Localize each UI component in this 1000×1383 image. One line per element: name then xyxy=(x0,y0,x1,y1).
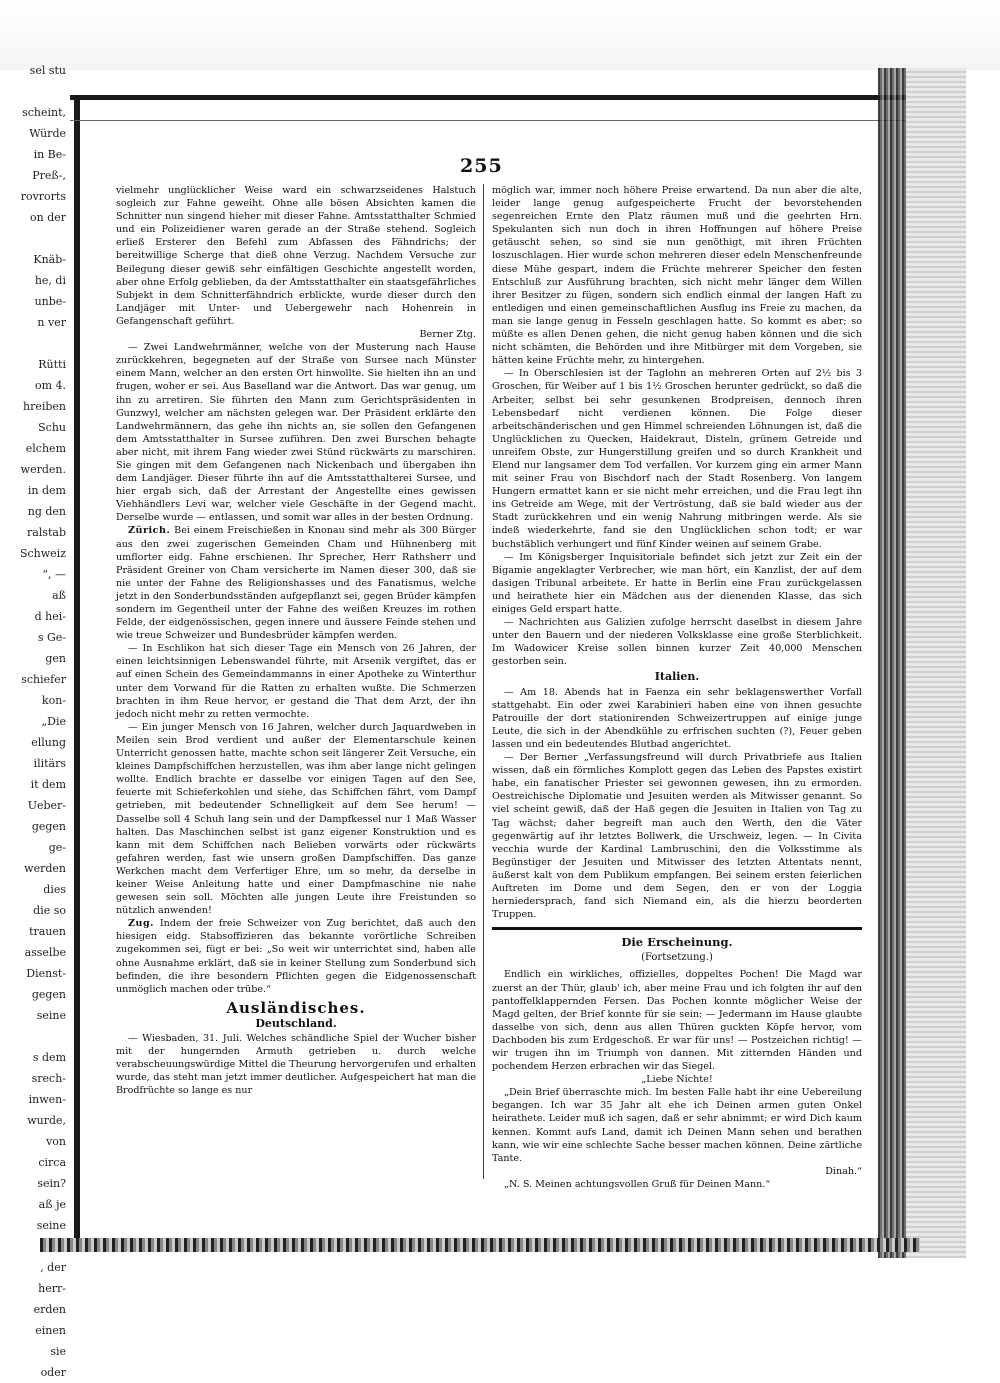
fragment-line: , der xyxy=(40,1261,66,1274)
fragment-line: rovrorts xyxy=(20,190,66,203)
page-bottom-edge xyxy=(40,1238,920,1252)
article-paragraph: — In Eschlikon hat sich dieser Tage ein Mensch von 26 Jahren, der einen leichtsinnigen Lebenswandel führte, mit Arsenik vergiftet, das er auf einen Schein des Gemeindammanns in einer Apotheke zu Winterthur unter dem Vorwand für die Ratten zu erhalten wußte. Die Schmerzen brachten in ihm Reue hervor, er gestand die That dem Arzt, der ihn jedoch nicht mehr zu retten vermochte. xyxy=(116,643,476,720)
letter-postscript: „N. S. Meinen achtungsvollen Gruß für Deinen Mann.“ xyxy=(504,1178,771,1190)
fragment-line: gegen xyxy=(31,820,66,833)
fragment-line xyxy=(0,333,72,354)
article-paragraph: — Ein junger Mensch von 16 Jahren, welcher durch Jaquardweben in Meilen sein Brod verdient und außer der Elementarschule keinen Unterricht genossen hatte, machte schon seit längerer Zeit Versuche, ein kleines Dampfschiffchen herzustellen, was ihm aber lange nicht gelingen wollte. Endlich brachte er dasselbe vor einigen Tagen auf den See, feuerte mit Schieferkohlen und siehe, das Schiffchen fährt, vom Dampf getrieben, mit bedeutender Schnelligkeit auf dem See herum! — Dasselbe soll 4 Schuh lang sein und der Dampfkessel nur 1 Maß Wasser halten. Das Maschinchen selbst ist ganz eigener Konstruktion und es kann mit dem Schiffchen nach Belieben vorwärts oder rückwärts gefahren werden, fast wie unsern großen Dampfschiffen. Das ganze Werkchen macht dem Verfertiger Ehre, um so mehr, da derselbe in keiner Weise Anleitung hatte und einer Dampfmaschine nie nahe gewesen sein soll. Möchten alle jungen Leute ihre Freistunden so nützlich anwenden! xyxy=(116,721,476,917)
fragment-line: trauen xyxy=(29,925,66,938)
fragment-line: dies xyxy=(43,883,66,896)
fragment-line: om 4. xyxy=(34,379,66,392)
fragment-line: werden. xyxy=(20,463,66,476)
fragment-line: in dem xyxy=(27,484,66,497)
article-source: Berner Ztg. xyxy=(419,329,476,341)
fragment-line: d hei- xyxy=(34,610,66,623)
right-column xyxy=(492,184,862,1191)
fragment-line: schiefer xyxy=(21,673,66,686)
country-heading: Deutschland. xyxy=(255,1016,337,1030)
scan-margin xyxy=(906,68,966,1258)
page-right-edge xyxy=(878,68,906,1258)
letter-salutation: „Liebe Nichte! xyxy=(641,1074,713,1086)
page-gutter-rule xyxy=(74,100,80,1240)
article-text: Bei einem Freischießen in Knonau sind mehr als 300 Bürger aus den zwei zugerischen Gemeinden Cham und Hühnenberg mit umflorter eidg. Fahne erschienen. Ihr Sprecher, Herr Rathsherr und Präsident Greiner von Cham versicherte im Namen dieser 300, daß sie nie unter der Fahne des Religionshasses und des Fanatismus, welche jetzt in den Sonderbundsständen aufgepflanzt sei, gegen Brüder kämpfen sondern im Gegentheil unter der Fahne des weißen Kreuzes im rothen Felde, der eidgenössischen, gegen innere und äussere Feinde stehen und wie treue Schweizer und Bundesbrüder kämpfen werden. xyxy=(116,525,476,642)
scan-background xyxy=(0,0,1000,70)
fragment-line: erden xyxy=(33,1303,66,1316)
fragment-line: s dem xyxy=(32,1051,66,1064)
letter-body: „Dein Brief überraschte mich. Im besten Falle habt ihr eine Uebereilung begangen. Ich war 35 Jahr alt ehe ich Deinen armen guten Onkel heirathete. Leider muß ich sagen, daß er sehr abnimmt; er wird Dich kaum kennen. Kommt aufs Land, damit ich Deinen Mann sehen und berathen kann, wie wir eine schlechte Sache besser machen können. Deine zärtliche Tante. xyxy=(492,1087,862,1164)
page-top-edge xyxy=(70,95,910,121)
fragment-line: von xyxy=(46,1135,66,1148)
column-divider xyxy=(483,184,484,1179)
fragment-line: wurde, xyxy=(27,1114,66,1127)
place-heading: Zürich. xyxy=(128,525,171,537)
letter-signature: Dinah.“ xyxy=(825,1165,862,1177)
fragment-line: he, di xyxy=(34,274,66,287)
fragment-line: ralstab xyxy=(27,526,66,539)
fragment-line: sein? xyxy=(37,1177,66,1190)
fragment-line: oder xyxy=(40,1366,66,1379)
article-paragraph: — Wiesbaden, 31. Juli. Welches schändliche Spiel der Wucher bisher mit der hungernden Armuth getrieben u. durch welche verabscheuungswürdige Mittel die Theurung hervorgerufen und erhalten wurde, das steht man jetzt immer deutlicher. Aufgespeichert hat man die Brodfrüchte so lange es nur xyxy=(116,1033,476,1097)
fragment-line: einen xyxy=(35,1324,66,1337)
page-number: 255 xyxy=(460,155,503,177)
fragment-line: herr- xyxy=(38,1282,66,1295)
fragment-line: ellung xyxy=(31,736,66,749)
fragment-line: n ver xyxy=(37,316,66,329)
article-paragraph: — Im Königsberger Inquisitoriale befindet sich jetzt zur Zeit ein der Bigamie angeklagter Verbrecher, wie man hört, ein Kanzlist, der auf dem dasigen Tribunal arbeitete. Er hatte in Berlin eine Frau zurückgelassen und heirathete hier ein Mädchen aus der dienenden Klasse, das sich einiges Geld erspart hatte. xyxy=(492,551,862,615)
fragment-line: on der xyxy=(29,211,66,224)
fragment-line: die so xyxy=(33,904,66,917)
fragment-line: Schweiz xyxy=(19,547,66,560)
article-paragraph: — Nachrichten aus Galizien zufolge herrscht daselbst in diesem Jahre unter den Bauern und der niederen Volksklasse eine große Sterblichkeit. Im Wadowicer Kreise sollen binnen kurzer Zeit 40,000 Menschen gestorben sein. xyxy=(492,617,862,668)
fragment-line: gegen xyxy=(31,988,66,1001)
fragment-line: asselbe xyxy=(24,946,66,959)
fragment-line: Würde xyxy=(29,127,66,140)
story-paragraph: Endlich ein wirkliches, offizielles, doppeltes Pochen! Die Magd war zuerst an der Thür, glaub' ich, aber meine Frau und ich folgten ihr auf den pantoffelklappernden Fersen. Das Pochen konnte möglicher Weise der Magd gelten, der Brief konnte für sie sein; — Jedermann im Hause glaubte dasselbe von sich, denn aus allen Thüren guckten Köpfe hervor, vom Dachboden bis zum Erdgeschoß. Er war für uns! — Postzeichen richtig! — wir trugen ihn im Triumph von dannen. Mit zitternden Händen und pochendem Herzen erbrachen wir das Siegel. xyxy=(492,969,862,1073)
fragment-line: werden xyxy=(24,862,66,875)
place-heading: Zug. xyxy=(128,918,155,930)
fragment-line xyxy=(0,1026,72,1047)
fragment-line: scheint, xyxy=(22,106,66,119)
fragment-line: kon- xyxy=(41,694,66,707)
fragment-line: elchem xyxy=(25,442,66,455)
fragment-line: inwen- xyxy=(28,1093,66,1106)
article-text: Indem der freie Schweizer von Zug berichtet, daß auch den hiesigen eidg. Stabsoffizieren das bekannte vorörtliche Schreiben zugekommen sei, fügt er bei: „So weit wir unterrichtet sind, haben alle ohne Ausnahme erklärt, daß sie in keiner Stellung zum Sonderbund sich befinden, die ihre besondern Pflichten gegen die Eidgenossenschaft unmöglich machen oder trübe.“ xyxy=(116,918,476,995)
fragment-line: ilitärs xyxy=(33,757,66,770)
fragment-line: gen xyxy=(45,652,66,665)
fragment-line: it dem xyxy=(30,778,66,791)
left-column xyxy=(116,184,476,1097)
fragment-line: unbe- xyxy=(34,295,66,308)
fragment-line: in Be- xyxy=(33,148,66,161)
fragment-line: seine xyxy=(36,1009,66,1022)
section-rule xyxy=(492,927,862,930)
fragment-line: circa xyxy=(38,1156,66,1169)
article-paragraph: vielmehr unglücklicher Weise ward ein schwarzseidenes Halstuch sogleich zur Fahne geweiht. Ohne alle bösen Absichten kamen die Schnitter nun singend hieher mit dieser Fahne. Amtsstatthalter Schmied und ein Polizeidiener waren gerade an der Straße stehend. Sogleich erließ Ersterer den Befehl zum Abfassen des Fähndrichs; der bereitwillige Scherge that dieß ohne Verzug. Nachdem Versuche zur Beilegung dieser gewiß sehr einfältigen Geschichte angestellt worden, aber ohne Erfolg geblieben, da der Amtsstatthalter ein staatsgefährliches Subjekt in dem Schnitterfähndrich erblickte, wurde dieser durch den Landjäger mit Unter- und Uebergewehr nach Hohenrein in Gefangenschaft geführt. xyxy=(116,185,476,327)
story-subtitle: (Fortsetzung.) xyxy=(641,952,713,964)
fragment-line: s Ge- xyxy=(37,631,66,644)
fragment-line: seine xyxy=(36,1219,66,1232)
story-title: Die Erscheinung. xyxy=(621,935,733,950)
fragment-line: srech- xyxy=(31,1072,66,1085)
fragment-line: sel stu xyxy=(29,64,66,77)
fragment-line: Preß-, xyxy=(32,169,66,182)
fragment-line: sie xyxy=(50,1345,66,1358)
fragment-line: Schu xyxy=(38,421,66,434)
article-paragraph: — Der Berner „Verfassungsfreund will durch Privatbriefe aus Italien wissen, daß ein förmliches Komplott gegen das Leben des Papstes existirt habe, ein fanatischer Priester sei gewonnen gewesen, ihn zu ermorden. Oestreichische Diplomatie und Jesuiten werden als Mitwisser genannt. So viel scheint gewiß, daß der Haß gegen die Jesuiten in Italien von Tag zu Tag wächst; daher begreift man auch den Werth, den die Väter gegenwärtig auf ihr letztes Bollwerk, die Urschweiz, legen. — In Civita vecchia wurde der Kardinal Lambruschini, den die Volksstimme als Begünstiger der Jesuiten und Mitwisser des letzten Attentats nennt, äußerst kalt von dem Publikum empfangen. Bei seinem ersten feierlichen Auftreten im Dome und dem Segen, den er von der Loggia herniedersprach, fand sich Niemand ein, als die hierzu beorderten Truppen. xyxy=(492,752,862,921)
previous-page-fragment xyxy=(0,60,72,1379)
fragment-line xyxy=(0,81,72,102)
fragment-line: aß je xyxy=(38,1198,66,1211)
fragment-line: Dienst- xyxy=(26,967,66,980)
fragment-line: ng den xyxy=(27,505,66,518)
fragment-line: “, — xyxy=(42,568,66,581)
article-paragraph: — Zwei Landwehrmänner, welche von der Musterung nach Hause zurückkehren, begegneten auf der Straße von Sursee nach Münster einem Mann, welcher an den ersten Ort hinwollte. Sie hielten ihn an und frugen, woher er sei. Aus Baselland war die Antwort. Das war genug, um ihn zu arretiren. Sie führten den Mann zum Gerichtspräsidenten in Gunzwyl, welcher am nächsten gelegen war. Der Präsident erklärte den Landwehrmännern, das gehe ihn nichts an, sie sollen den Gefangenen dem Amtsstatthalter in Sursee zuführen. Den zwei Burschen behagte aber nicht, mit ihrem Fang wieder zwei Stünd rückwärts zu marschiren. Sie gingen mit dem Gefangenen nach Nickenbach und übergaben ihn dem Landjäger. Dieser führte ihn auf die Amtsstatthalterei Sursee, und hier ergab sich, daß der Arrestant der Angestellte eines gewissen Viehhändlers Levi war, welcher viele Geschäfte in der Gegend macht. Derselbe wurde — entlassen, und somit war alles in der besten Ordnung. xyxy=(116,342,476,524)
fragment-line xyxy=(0,228,72,249)
section-heading: Ausländisches. xyxy=(226,998,366,1017)
fragment-line: hreiben xyxy=(22,400,66,413)
fragment-line: Rütti xyxy=(38,358,66,371)
fragment-line: aß xyxy=(52,589,66,602)
fragment-line: ge- xyxy=(48,841,66,854)
country-heading: Italien. xyxy=(654,670,700,684)
fragment-line: Ueber- xyxy=(27,799,66,812)
article-paragraph: — In Oberschlesien ist der Taglohn an mehreren Orten auf 2½ bis 3 Groschen, für Weiber auf 1 bis 1½ Groschen herunter gedrückt, so daß die Arbeiter, selbst bei sehr gesunkenen Brodpreisen, dennoch ihren Lebensbedarf nicht verdienen können. Die Folge dieser arbeitschänderischen und gen Himmel schreienden Löhnungen ist, daß die Unglücklichen zu Quecken, Haidekraut, Disteln, grünem Getreide und unreifem Obste, zur Hungerstillung greifen und so durch Krankheit und Elend nur langsamer dem Tod verfallen. Vor kurzem ging ein armer Mann mit seiner Frau von Bischdorf nach der Stadt Rosenberg. Von langem Hungern ermattet kann er sie nicht mehr erreichen, und die Frau legt ihn ins Getreide am Wege, mit der Vertröstung, daß sie bald wieder aus der Stadt zurückkehren und ein wenig Nahrung mitbringen werde. Als sie indeß wiederkehrte, fand sie den Unglücklichen schon todt; er war buchstäblich verhungert und fünf Kinder weinen auf seinem Grabe. xyxy=(492,368,862,550)
article-paragraph: möglich war, immer noch höhere Preise erwartend. Da nun aber die alte, leider lange genug aufgespeicherte Frucht der bevorstehenden segenreichen Ernte den Platz räumen muß und die geehrten Hrn. Spekulanten sich nun doch in ihren Hoffnungen auf höhere Preise getäuscht sehen, so sind sie nun genöthigt, mit ihren Früchten loszuschlagen. Hier wurde schon mehreren dieser edeln Menschenfreunde diese Mühe gespart, indem die Früchte mehrerer Speicher den festen Entschluß zur Ausführung brachten, sich nicht mehr länger dem Willen ihrer Besitzer zu fügen, sondern sich endlich einmal der langen Haft zu entledigen und einen gemeinschaftlichen Ausflug ins Freie zu machen, da man sie lange genug in Fesseln geschlagen hatte. So kommt es aber; so müßte es allen Denen gehen, die nicht genug haben können und die sich nicht schämten, die Behörden und ihre Mitbürger mit dem Vorgeben, sie hätten keine Früchte mehr, zu hintergehen. xyxy=(492,185,862,367)
fragment-line: Knäb- xyxy=(33,253,66,266)
article-paragraph: — Am 18. Abends hat in Faenza ein sehr beklagenswerther Vorfall stattgehabt. Ein oder zwei Karabinieri haben eine von ihnen gesuchte Patrouille der dort stationirenden Schweizertruppen auf einige junge Leute, die sich in der Abendkühle zu erfrischen suchten (?), Feuer geben lassen und ein bedeutendes Blutbad angerichtet. xyxy=(492,686,862,750)
fragment-line: „Die xyxy=(41,715,66,728)
